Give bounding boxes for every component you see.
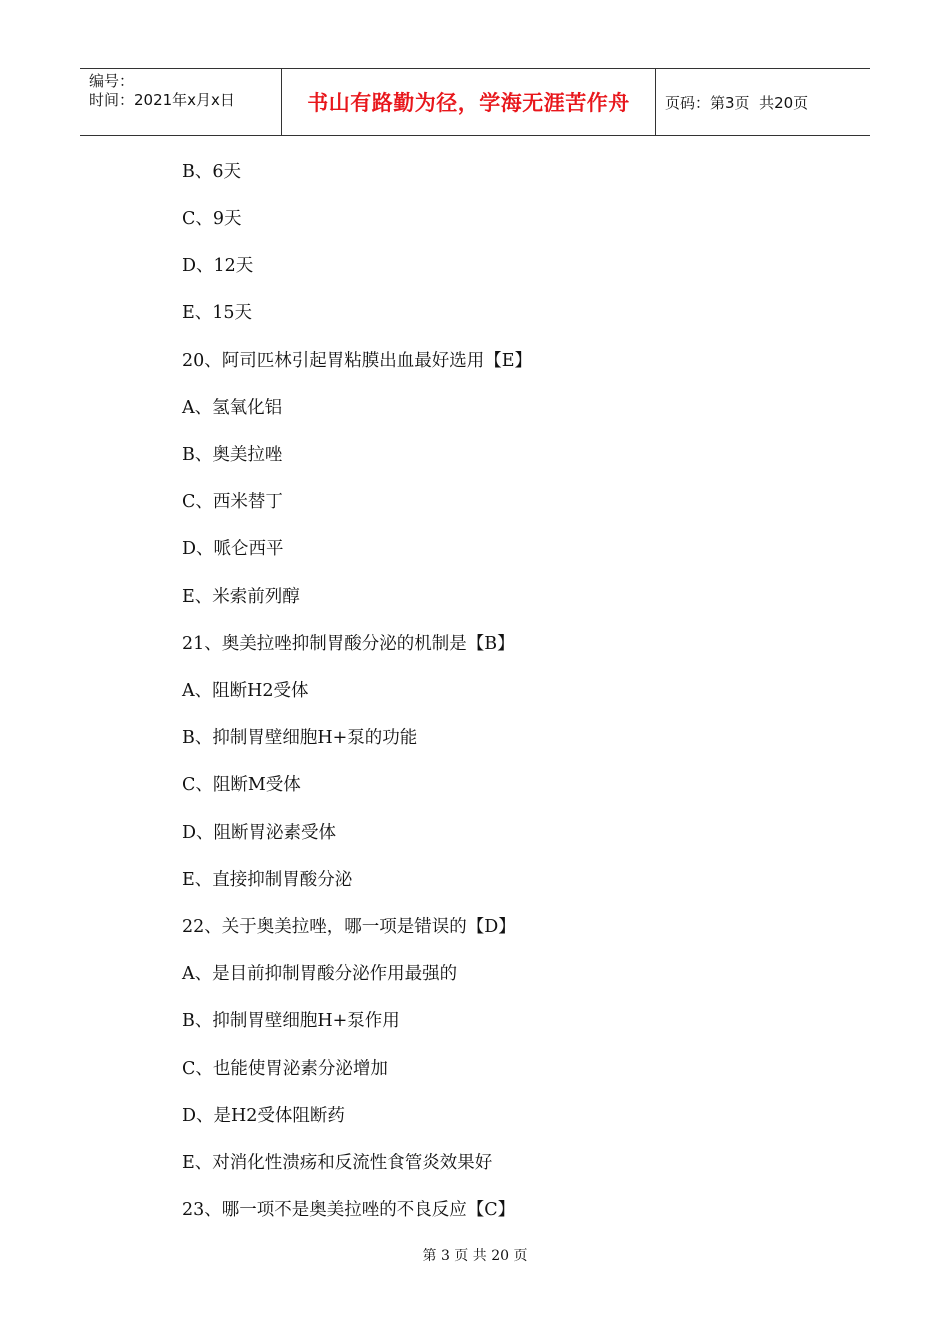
option-line: C、9天 — [182, 209, 242, 229]
question-line: 20、阿司匹林引起胃粘膜出血最好选用【E】 — [182, 351, 533, 371]
option-line: E、米索前列醇 — [182, 587, 300, 607]
header-motto: 书山有路勤为径，学海无涯苦作舟 — [282, 69, 656, 135]
option-line: A、是目前抑制胃酸分泌作用最强的 — [182, 964, 458, 984]
option-line: B、6天 — [182, 162, 241, 182]
option-line: D、哌仑西平 — [182, 539, 284, 559]
header-meta — [80, 69, 282, 135]
document-time-label: 时间：2021年x月x日 — [89, 91, 235, 109]
option-line: D、12天 — [182, 256, 254, 276]
header-page-info: 页码：第3页 共20页 — [665, 93, 809, 112]
option-line: B、抑制胃壁细胞H+泵作用 — [182, 1011, 400, 1031]
option-line: D、阻断胃泌素受体 — [182, 823, 337, 843]
option-line: B、奥美拉唑 — [182, 445, 283, 465]
document-number-label: 编号： — [89, 72, 135, 90]
page-footer: 第 3 页 共 20 页 — [422, 1248, 528, 1264]
option-line: C、西米替丁 — [182, 492, 283, 512]
option-line: A、阻断H2受体 — [182, 681, 309, 701]
option-line: E、直接抑制胃酸分泌 — [182, 870, 353, 890]
question-line: 22、关于奥美拉唑，哪一项是错误的【D】 — [182, 917, 516, 937]
question-line: 21、奥美拉唑抑制胃酸分泌的机制是【B】 — [182, 634, 515, 654]
option-line: C、也能使胃泌素分泌增加 — [182, 1059, 388, 1079]
option-line: E、对消化性溃疡和反流性食管炎效果好 — [182, 1153, 493, 1173]
option-line: B、抑制胃壁细胞H+泵的功能 — [182, 728, 418, 748]
question-line: 23、哪一项不是奥美拉唑的不良反应【C】 — [182, 1200, 516, 1220]
option-line: C、阻断M受体 — [182, 775, 301, 795]
option-line: A、氢氧化铝 — [182, 398, 283, 418]
option-line: D、是H2受体阻断药 — [182, 1106, 345, 1126]
option-line: E、15天 — [182, 303, 253, 323]
page-header — [80, 68, 870, 136]
